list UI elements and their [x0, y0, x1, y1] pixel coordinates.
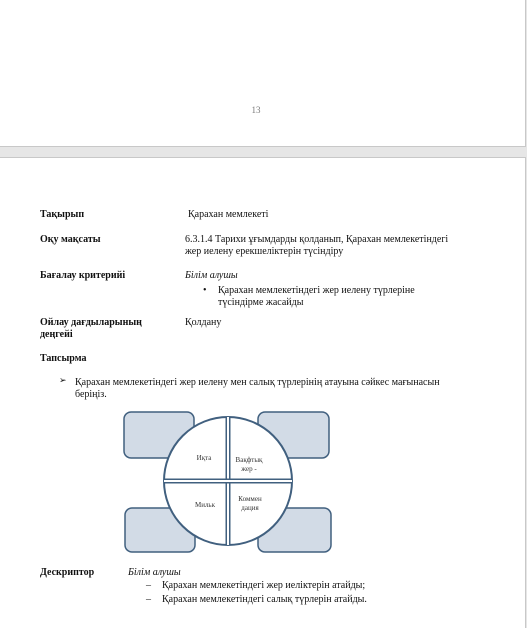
task-line-1: Қарахан мемлекетіндегі жер иелену мен салық түрлерінің атауына сәйкес мағынасын [75, 377, 440, 388]
descriptor-item-1: Қарахан мемлекетіндегі жер иеліктерін атайды; [162, 580, 366, 591]
assessment-bullet-line-1: Қарахан мемлекетіндегі жер иелену түрлеріне [218, 285, 415, 296]
thinking-level-value: Қолдану [185, 317, 222, 328]
assessment-bullet-line-2: түсіндірме жасайды [218, 297, 304, 308]
descriptor-label: Дескриптор [40, 567, 95, 578]
arrow-bullet-icon: ➢ [59, 376, 67, 386]
learning-goal-line-2: жер иелену ерекшеліктерін түсіндіру [185, 246, 344, 257]
topic-label: Тақырып [40, 209, 85, 220]
land-tax-diagram [122, 408, 334, 556]
task-heading: Тапсырма [40, 353, 87, 364]
segment-label-bottom-left: Мильк [194, 501, 216, 509]
task-line-2: беріңіз. [75, 389, 107, 400]
previous-page [0, 0, 526, 147]
learning-goal-label: Оқу мақсаты [40, 234, 101, 245]
assessment-criteria-label: Бағалау критерийі [40, 270, 126, 281]
learning-goal-line-1: 6.3.1.4 Тарихи ұғымдарды қолданып, Қарахан мемлекетіндегі [185, 234, 449, 245]
bullet-icon: • [203, 285, 207, 296]
assessment-subhead: Білім алушы [185, 270, 238, 281]
segment-label-top-right-2: жер - [241, 465, 257, 473]
descriptor-subhead: Білім алушы [128, 567, 181, 578]
thinking-level-label-line-2: деңгейі [40, 329, 73, 340]
dash-icon: – [146, 580, 151, 591]
topic-value: Қарахан мемлекеті [188, 209, 269, 220]
segment-label-top-left: Иқта [196, 454, 212, 462]
page-number: 13 [251, 105, 261, 115]
descriptor-item-2: Қарахан мемлекетіндегі салық түрлерін атайды. [162, 594, 367, 605]
dash-icon: – [146, 594, 151, 605]
segment-label-bottom-right-1: Коммен [238, 495, 262, 503]
segment-label-top-right-1: Вақфтық [235, 456, 263, 464]
thinking-level-label-line-1: Ойлау дағдыларының [40, 317, 142, 328]
segment-label-bottom-right-2: дация [241, 504, 259, 512]
